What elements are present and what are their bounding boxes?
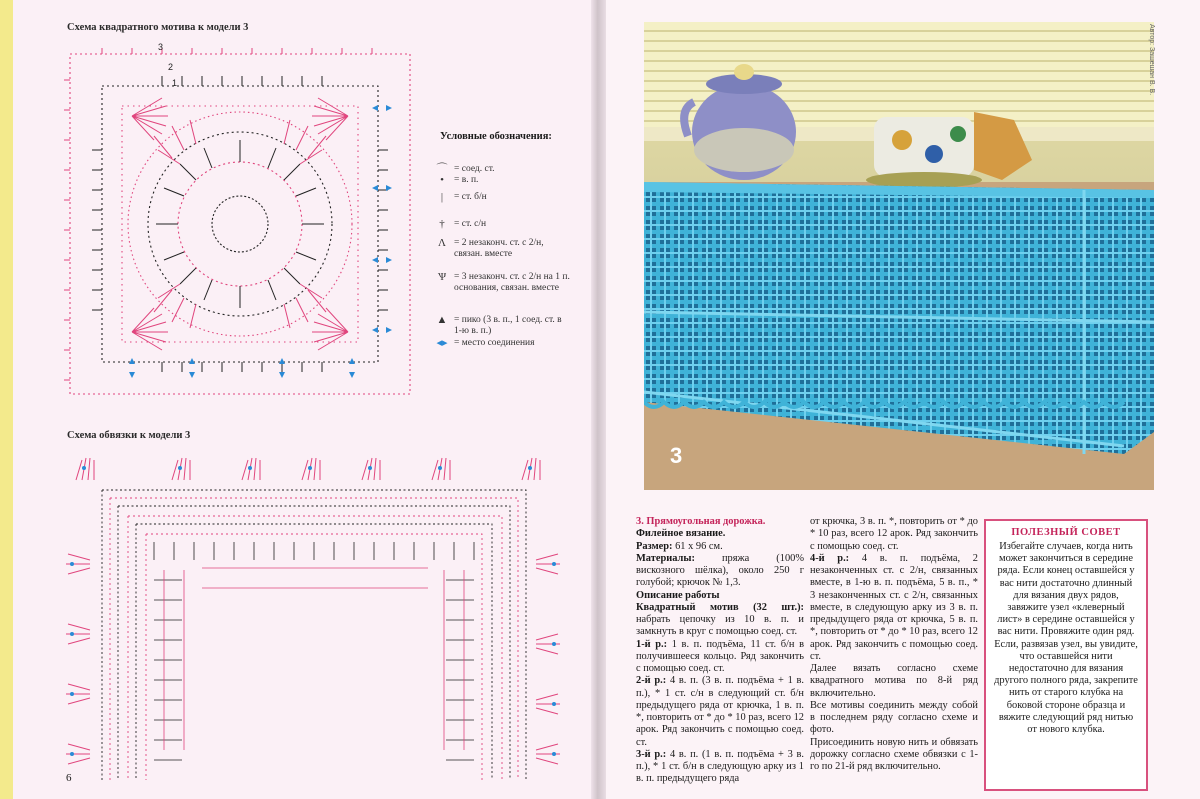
chain-stitch-icon: • bbox=[440, 174, 444, 186]
legend-item: ⌒ = соед. ст. bbox=[430, 164, 570, 175]
materials-value: пряжа (100% вискозного шёлка), около 250 г голубой; крючок № 1,3. bbox=[636, 552, 804, 589]
join-point-icon: ◂▸ bbox=[436, 337, 448, 349]
article-subtitle: Филейное вязание. bbox=[636, 528, 726, 540]
border-edging-chart bbox=[62, 450, 572, 792]
svg-text:1: 1 bbox=[172, 78, 178, 88]
legend-item: Λ = 2 незаконч. ст. с 2/н, связан. вместе bbox=[430, 238, 570, 259]
article-title: 3. Прямоугольная дорожка. bbox=[636, 516, 766, 527]
legend-item: ▲ = пико (3 в. п., 1 соед. ст. в 1-ю в. п.) bbox=[430, 315, 570, 336]
article-column-2: от крючка, 3 в. п. *, повторить от * до * 10 раз, всего 12 арок. Ряд закончить с помощью соед. ст. 4-й р.: 4 в. п. подъёма, 2 незаконченных ст. с 2/н, связанных вместе, в 1-ю в. п. подъёма, 5 в. п., * 3 незаконченных ст. с 2/н, связанных вместе, в следующую арку из 3 в. п. предыдущего ряда от крючка, 5 в. п. *, повторить от * до * 10 раз, всего 12 арок. Ряд закончить с помощью соед. ст. Далее вязать согласно схеме квадратного мотива по 8-й ряд включительно. Все мотивы соединить между собой в последнем ряду согласно схеме и фото. Присоединить новую нить и обвязать дорожку согласно схеме обвязки с 1-го по 21-й ряд включительно. bbox=[810, 516, 978, 772]
page-number: 6 bbox=[66, 772, 72, 784]
legend-item: ◂▸ = место соединения bbox=[430, 338, 570, 349]
cluster-2-icon: Λ bbox=[438, 237, 446, 249]
legend-item: Ѱ = 3 незаконч. ст. с 2/н на 1 п. основания, связан. вместе bbox=[430, 272, 570, 293]
legend-item: † = ст. с/н bbox=[430, 219, 570, 230]
svg-text:2: 2 bbox=[168, 62, 174, 72]
legend-item: | = ст. б/н bbox=[430, 192, 570, 203]
square-motif-chart bbox=[62, 40, 432, 410]
single-crochet-icon: | bbox=[440, 191, 444, 203]
work-heading: Описание работы bbox=[636, 589, 720, 601]
author-credit: Автор: Зашешан В. В. bbox=[1148, 24, 1155, 96]
slip-stitch-icon: ⌒ bbox=[436, 163, 448, 175]
photo-number: 3 bbox=[670, 443, 683, 468]
useful-tip-box bbox=[984, 519, 1148, 791]
cluster-3-icon: Ѱ bbox=[437, 271, 447, 283]
picot-icon: ▲ bbox=[436, 314, 448, 326]
tablecloth-illustration bbox=[644, 22, 1154, 490]
tablecloth-photo bbox=[644, 22, 1154, 490]
tip-text: Избегайте случаев, когда нить может закончиться в середине ряда. Если конец оставшейся у вас нити достаточно длинный для вязания двух рядов, завяжите узел «клеверный лист» в середине оставшейся у вас нити. Провяжите один ряд. Если, развязав узел, вы увидите, что оставшейся нити недостаточно для вязания другого полного ряда, закрепите нить от старого клубка на боковой стороне образца и вяжите следующий ряд нитью от нового клубка. bbox=[994, 541, 1138, 736]
article-column-1: 3. Прямоугольная дорожка. Филейное вязание. Размер: 61 x 96 см. Материалы: пряжа (100% вискозного шёлка), около 250 г голубой; крючок № 1,3. Описание работы Квадратный мотив (32 шт.): набрать цепочку из 10 в. п. и замкнуть в круг с помощью соед. ст. 1-й р.: 1 в. п. подъёма, 11 ст. б/н в получившееся кольцо. Ряд закончить с помощью соед. ст. 2-й р.: 4 в. п. (3 в. п. подъёма + 1 в. п.), * 1 ст. с/н в следующий ст. б/н предыдущего ряда от крючка, 1 в. п. *, повторить от * до * 10 раз, всего 12 арок. Ряд закончить с помощью соед. ст. 3-й р.: 4 в. п. (1 в. п. подъёма + 3 в. п.), * 1 ст. б/н в следующую арку из 1 в. п. предыдущего ряда bbox=[636, 516, 804, 785]
size-value: 61 x 96 см. bbox=[675, 540, 723, 552]
motif-chart-heading: Схема квадратного мотива к модели 3 bbox=[67, 22, 249, 33]
double-crochet-icon: † bbox=[439, 218, 445, 230]
book-spine bbox=[591, 0, 606, 799]
legend-title: Условные обозначения: bbox=[440, 131, 552, 142]
border-chart-heading: Схема обвязки к модели 3 bbox=[67, 430, 191, 441]
legend-item: • = в. п. bbox=[430, 175, 570, 186]
page-edge-strip bbox=[0, 0, 13, 799]
svg-text:3: 3 bbox=[158, 42, 164, 52]
tip-title: ПОЛЕЗНЫЙ СОВЕТ bbox=[1011, 527, 1121, 538]
